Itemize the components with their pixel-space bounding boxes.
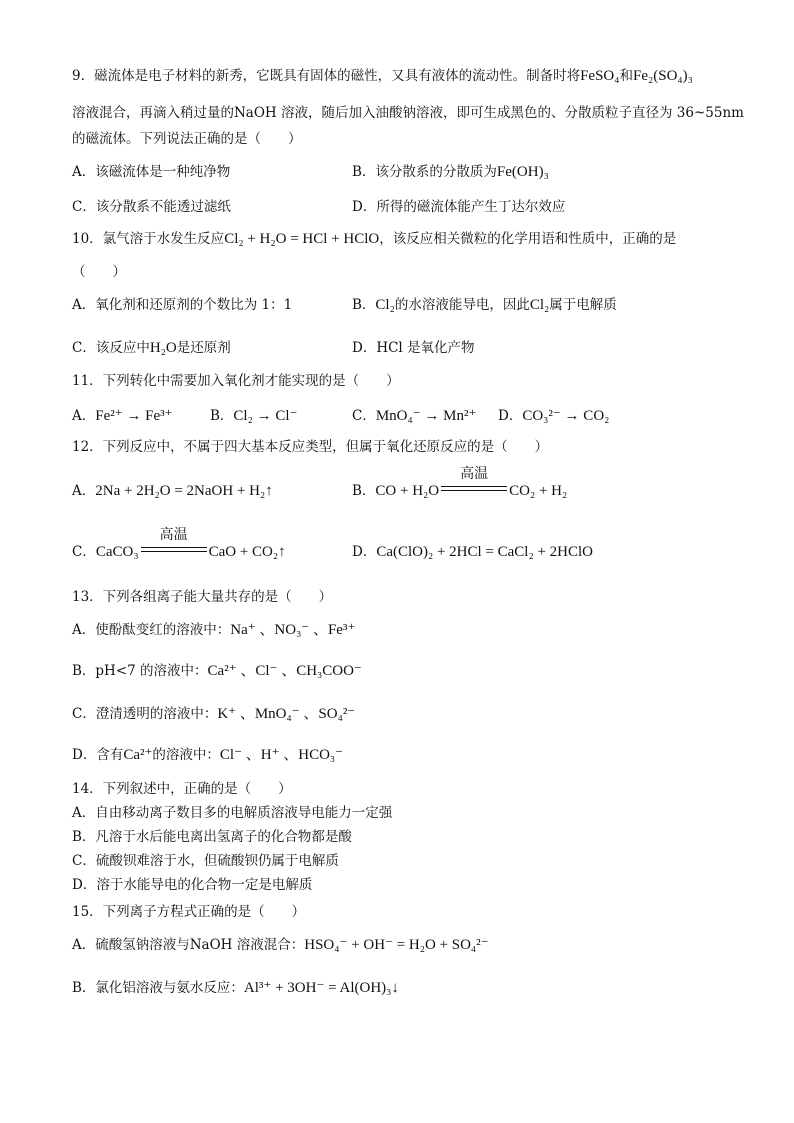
q11-stem: 11．下列转化中需要加入氧化剂才能实现的是（ ） (72, 373, 400, 389)
q10-option-c: C．该反应中H₂O是还原剂 (72, 340, 231, 356)
q12-option-a: A．2Na + 2H₂O = 2NaOH + H₂↑ (72, 483, 273, 499)
q14-option-d: D．溶于水能导电的化合物一定是电解质 (72, 877, 313, 893)
q11-option-b: B．Cl₂ → Cl⁻ (210, 408, 298, 424)
q13-option-d: D．含有Ca²⁺的溶液中：Cl⁻ 、H⁺ 、HCO₃⁻ (72, 747, 344, 763)
q12-option-d: D．Ca(ClO)₂ + 2HCl = CaCl₂ + 2HClO (352, 544, 594, 560)
q14-option-b: B．凡溶于水后能电离出氢离子的化合物都是酸 (72, 829, 352, 845)
q9-formula-fe2so43: Fe₂(SO₄)₃ (633, 68, 693, 84)
q13-stem: 13．下列各组离子能大量共存的是（ ） (72, 589, 333, 605)
q12-stem: 12．下列反应中，不属于四大基本反应类型，但属于氧化还原反应的是（ ） (72, 439, 549, 455)
q10-option-d: D．HCl 是氧化产物 (352, 340, 475, 356)
q15-stem: 15．下列离子方程式正确的是（ ） (72, 904, 306, 920)
q9-option-b: B．该分散系的分散质为Fe(OH)₃ (352, 164, 549, 180)
q9-line2: 溶液混合，再滴入稍过量的NaOH 溶液，随后加入油酸钠溶液，即可生成黑色的、分散质粒子直径为 36~55nm (72, 105, 744, 121)
q10-option-a: A．氧化剂和还原剂的个数比为 1：1 (72, 297, 293, 313)
q12-option-b: B．CO + H₂O 高温 CO₂ + H₂ (352, 466, 568, 499)
q14-option-a: A．自由移动离子数目多的电解质溶液导电能力一定强 (72, 805, 393, 821)
q14-option-c: C．硫酸钡难溶于水，但硫酸钡仍属于电解质 (72, 853, 339, 869)
q14-stem: 14．下列叙述中，正确的是（ ） (72, 781, 292, 797)
reaction-condition-arrow: 高温 (141, 547, 207, 556)
q10-option-b: B．Cl₂的水溶液能导电，因此Cl₂属于电解质 (352, 297, 617, 313)
q9-line1: 9．磁流体是电子材料的新秀，它既具有固体的磁性，又具有液体的流动性。制备时将FeSO₄和Fe₂(SO₄)₃ (72, 68, 693, 84)
q9-line3: 的磁流体。下列说法正确的是（ ） (72, 131, 302, 147)
q12-option-c: C．CaCO₃ 高温 CaO + CO₂↑ (72, 527, 286, 560)
q10-equation: Cl₂ + H₂O = HCl + HClO (224, 231, 380, 247)
q11-option-d: D．CO₃²⁻ → CO₂ (498, 408, 610, 424)
q15-option-b: B．氯化铝溶液与氨水反应：Al³⁺ + 3OH⁻ = Al(OH)₃↓ (72, 980, 399, 996)
q11-option-c: C．MnO₄⁻ → Mn²⁺ (352, 408, 477, 424)
q13-option-a: A．使酚酞变红的溶液中：Na⁺ 、NO₃⁻ 、Fe³⁺ (72, 622, 356, 638)
q15-option-a: A．硫酸氢钠溶液与NaOH 溶液混合：HSO₄⁻ + OH⁻ = H₂O + SO₄²⁻ (72, 937, 489, 953)
q10-line2: （ ） (72, 264, 126, 280)
reaction-condition-arrow: 高温 (441, 486, 507, 495)
q9-option-c: C．该分散系不能透过滤纸 (72, 199, 231, 215)
q9-formula-feso4: FeSO₄ (580, 68, 620, 84)
q10-line1: 10．氯气溶于水发生反应Cl₂ + H₂O = HCl + HClO，该反应相关微粒的化学用语和性质中，正确的是 (72, 231, 677, 247)
q13-option-c: C．澄清透明的溶液中：K⁺ 、MnO₄⁻ 、SO₄²⁻ (72, 706, 356, 722)
q11-option-a: A．Fe²⁺ → Fe³⁺ (72, 408, 173, 424)
q9-option-d: D．所得的磁流体能产生丁达尔效应 (352, 199, 566, 215)
q9-option-a: A．该磁流体是一种纯净物 (72, 164, 231, 180)
q13-option-b: B．pH<7 的溶液中：Ca²⁺ 、Cl⁻ 、CH₃COO⁻ (72, 663, 362, 679)
